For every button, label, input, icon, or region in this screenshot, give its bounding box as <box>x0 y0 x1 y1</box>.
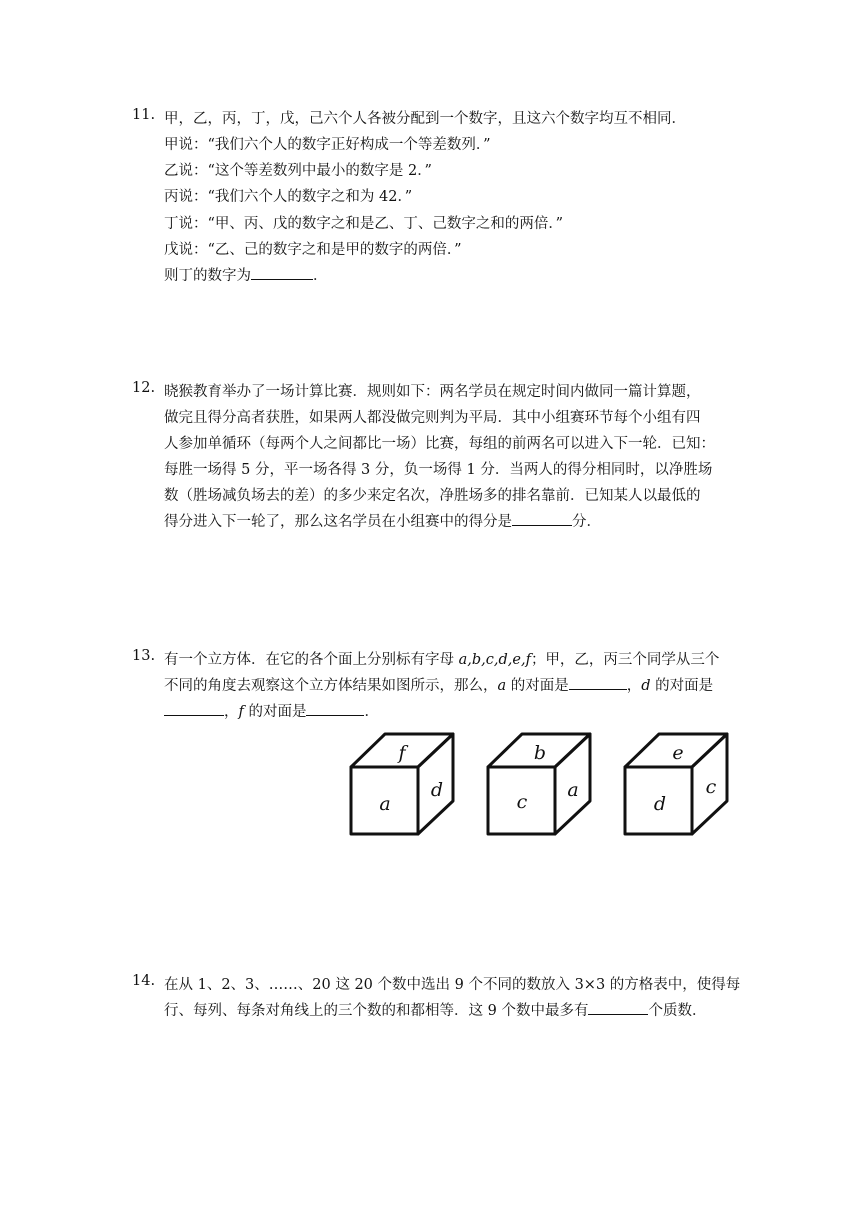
problem-number: 13. <box>132 648 156 664</box>
problem-text-line: 甲说：“我们六个人的数字正好构成一个等差数列．” <box>164 137 491 153</box>
problem-text-line: 人参加单循环（每两个人之间都比一场）比赛，每组的前两名可以进入下一轮．已知： <box>164 436 715 452</box>
cube-view-2 <box>486 732 594 838</box>
cube-face-top: f <box>398 742 406 764</box>
face-letters: a,b,c,d,e,f <box>458 652 531 668</box>
problem-text-line: 每胜一场得 5 分，平一场各得 3 分，负一场得 1 分．当两人的得分相同时，以净胜场 <box>164 462 713 478</box>
problem-text-line: 晓猴教育举办了一场计算比赛．规则如下：两名学员在规定时间内做同一篇计算题， <box>164 384 701 400</box>
problem-number: 11. <box>132 107 156 123</box>
answer-prefix: 得分进入下一轮了，那么这名学员在小组赛中的得分是 <box>164 514 512 530</box>
variable: f <box>238 704 244 720</box>
variable: d <box>641 678 651 694</box>
answer-suffix: 个质数． <box>648 1003 707 1019</box>
answer-suffix: ． <box>313 268 328 284</box>
problem-text-line <box>164 674 713 695</box>
answer-suffix: 分． <box>572 514 601 530</box>
answer-prefix: 则丁的数字为 <box>164 268 251 284</box>
cube-face-side: c <box>705 776 717 798</box>
cube-face-top: b <box>533 742 547 764</box>
text-fragment: 不同的角度去观察这个立方体结果如图所示，那么， <box>164 678 498 694</box>
cube-face-side: a <box>567 779 579 801</box>
answer-blank[interactable] <box>588 1000 648 1015</box>
problem-text-line: 戊说：“乙、己的数字之和是甲的数字的两倍．” <box>164 242 462 258</box>
problem-number: 14. <box>132 973 156 989</box>
problem-text-line: 乙说：“这个等差数列中最小的数字是 2．” <box>164 163 432 179</box>
answer-blank[interactable] <box>306 701 364 716</box>
answer-blank[interactable] <box>512 511 572 526</box>
text-fragment: 的对面是 <box>650 678 714 694</box>
answer-blank[interactable] <box>251 265 313 280</box>
answer-blank[interactable] <box>569 675 627 690</box>
answer-line <box>164 999 706 1020</box>
problem-text-line: 丙说：“我们六个人的数字之和为 42．” <box>164 189 413 205</box>
problem-text-line: 做完且得分高者获胜，如果两人都没做完则判为平局．其中小组赛环节每个小组有四 <box>164 410 701 426</box>
cube-face-side: d <box>430 779 444 801</box>
problem-text-line: 数（胜场减负场去的差）的多少来定名次，净胜场多的排名靠前．已知某人以最低的 <box>164 488 701 504</box>
cube-face-front: a <box>379 793 391 815</box>
cube-face-top: e <box>672 742 684 764</box>
text-fragment: ． <box>364 704 379 720</box>
cube-view-1 <box>349 732 457 838</box>
text-fragment: 的对面是 <box>506 678 569 694</box>
text-fragment: ， <box>224 704 239 720</box>
problem-text-line <box>164 700 379 721</box>
text-fragment: ， <box>626 678 642 694</box>
answer-blank[interactable] <box>164 701 224 716</box>
text-fragment: ；甲，乙，丙三个同学从三个 <box>530 652 720 668</box>
variable: a <box>497 678 507 694</box>
problem-text-line: 甲，乙，丙，丁，戊，己六个人各被分配到一个数字，且这六个数字均互不相同． <box>164 111 686 127</box>
problem-text-line: 丁说：“甲、丙、戊的数字之和是乙、丁、己数字之和的两倍．” <box>164 216 564 232</box>
text-fragment: 有一个立方体．在它的各个面上分别标有字母 <box>164 652 459 668</box>
text-fragment: 的对面是 <box>243 704 307 720</box>
problem-text-line: 在从 1、2、3、……、20 这 20 个数中选出 9 个不同的数放入 3×3 的方格表中，使得每 <box>164 977 741 993</box>
answer-prefix: 行、每列、每条对角线上的三个数的和都相等．这 9 个数中最多有 <box>164 1003 589 1019</box>
cube-face-front: d <box>653 793 667 815</box>
answer-line <box>164 510 601 531</box>
problem-number: 12. <box>132 380 156 396</box>
problem-text-line <box>164 648 719 669</box>
cube-face-front: c <box>516 791 528 813</box>
cube-view-3 <box>623 732 731 838</box>
answer-line <box>164 264 328 285</box>
